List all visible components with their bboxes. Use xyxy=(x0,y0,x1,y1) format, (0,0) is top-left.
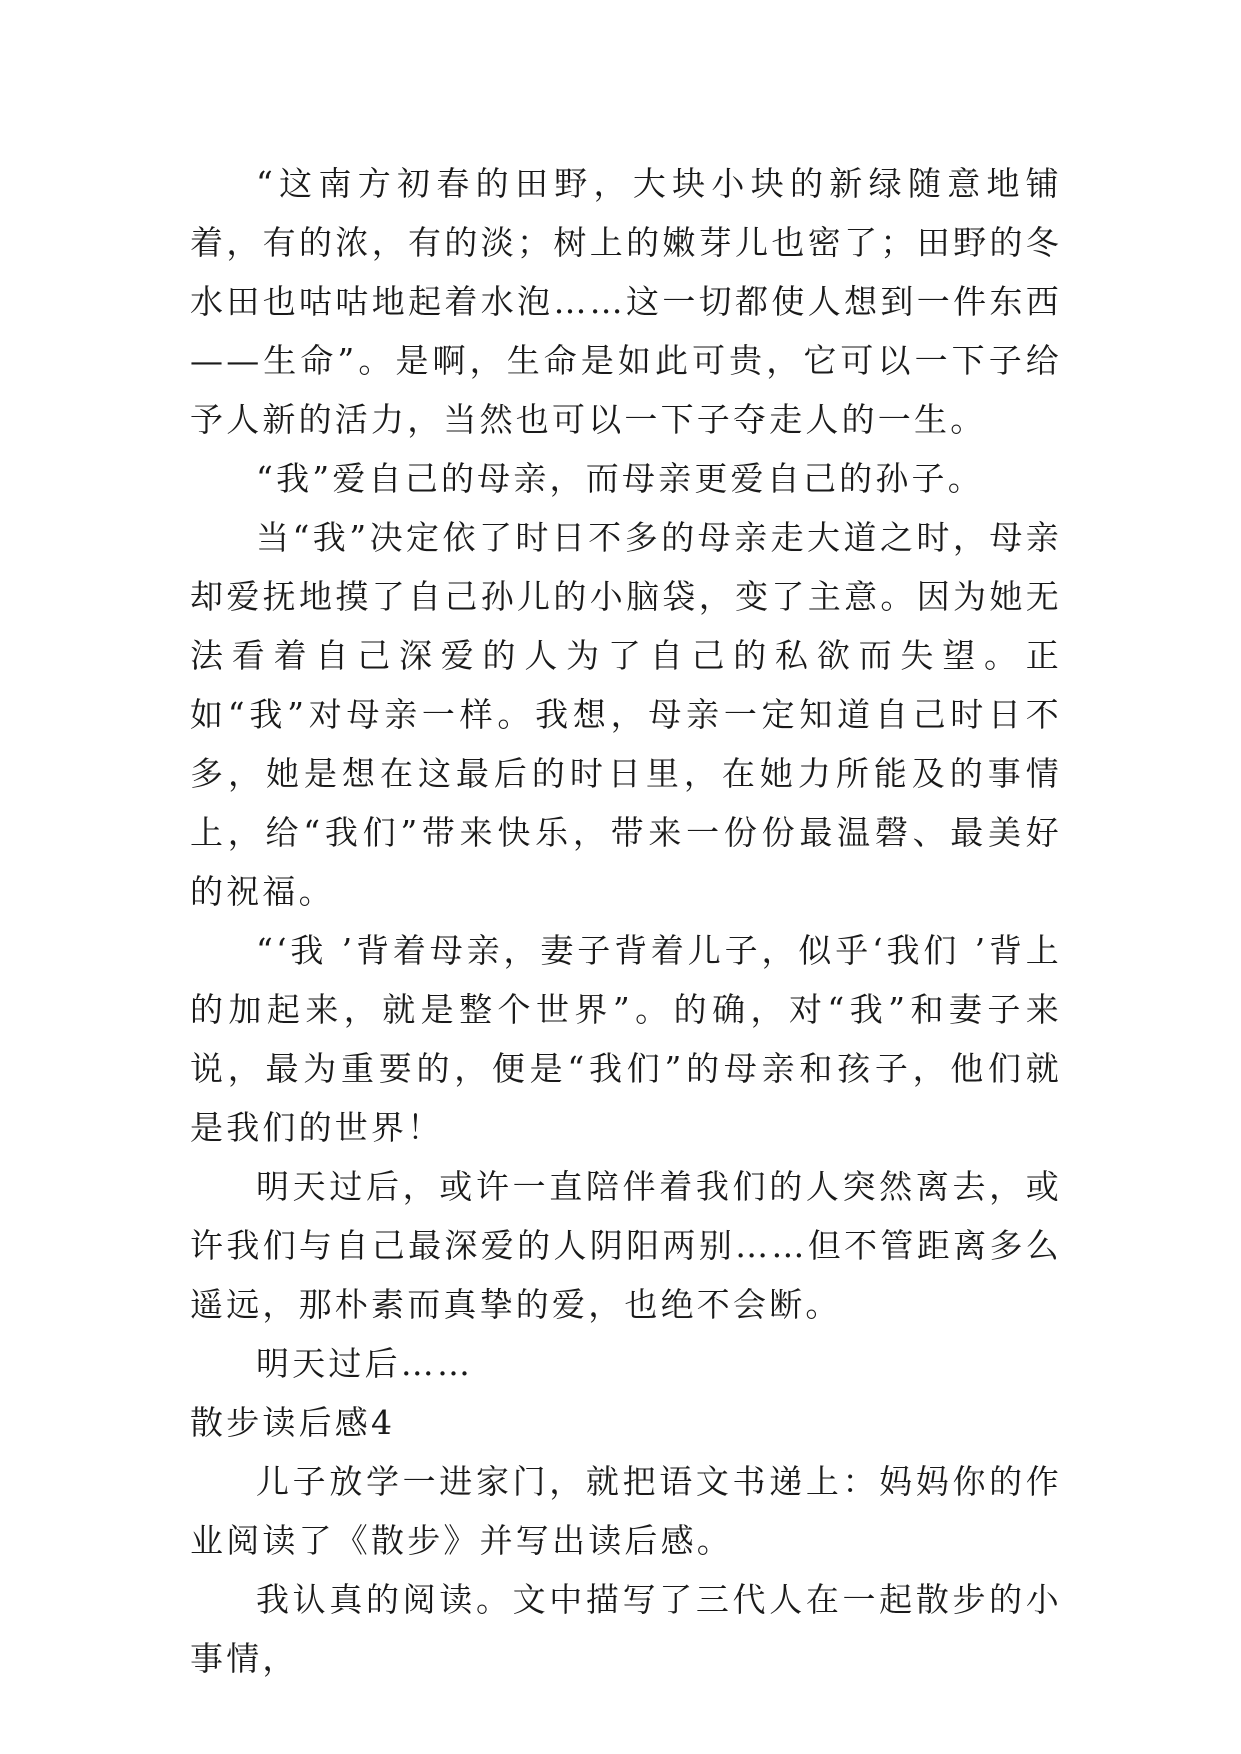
paragraph: “‘我 ’背着母亲，妻子背着儿子，似乎‘我们 ’背上的加起来，就是整个世界”。的确，对“我”和妻子来说，最为重要的，便是“我们”的母亲和孩子，他们就是我们的世界！ xyxy=(190,931,1062,1147)
paragraph: 儿子放学一进家门，就把语文书递上：妈妈你的作业阅读了《散步》并写出读后感。 xyxy=(190,1462,1062,1560)
document-page xyxy=(190,154,1062,1688)
paragraph: 当“我”决定依了时日不多的母亲走大道之时，母亲却爱抚地摸了自己孙儿的小脑袋，变了主意。因为她无法看着自己深爱的人为了自己的私欲而失望。正如“我”对母亲一样。我想，母亲一定知道自己时日不多，她是想在这最后的时日里，在她力所能及的事情上，给“我们”带来快乐，带来一份份最温磬、最美好的祝福。 xyxy=(190,518,1062,911)
paragraph: 明天过后，或许一直陪伴着我们的人突然离去，或许我们与自己最深爱的人阴阳两别……但不管距离多么遥远，那朴素而真挚的爱，也绝不会断。 xyxy=(190,1167,1062,1324)
paragraph: 明天过后…… xyxy=(256,1344,474,1383)
paragraph: 我认真的阅读。文中描写了三代人在一起散步的小事情， xyxy=(190,1580,1062,1678)
paragraph: “这南方初春的田野，大块小块的新绿随意地铺着，有的浓，有的淡；树上的嫩芽儿也密了；田野的冬水田也咕咕地起着水泡……这一切都使人想到一件东西——生命”。是啊，生命是如此可贵，它可以一下子给予人新的活力，当然也可以一下子夺走人的一生。 xyxy=(190,164,1062,439)
paragraph: “我”爱自己的母亲，而母亲更爱自己的孙子。 xyxy=(256,459,984,498)
section-title: 散步读后感4 xyxy=(190,1403,396,1442)
